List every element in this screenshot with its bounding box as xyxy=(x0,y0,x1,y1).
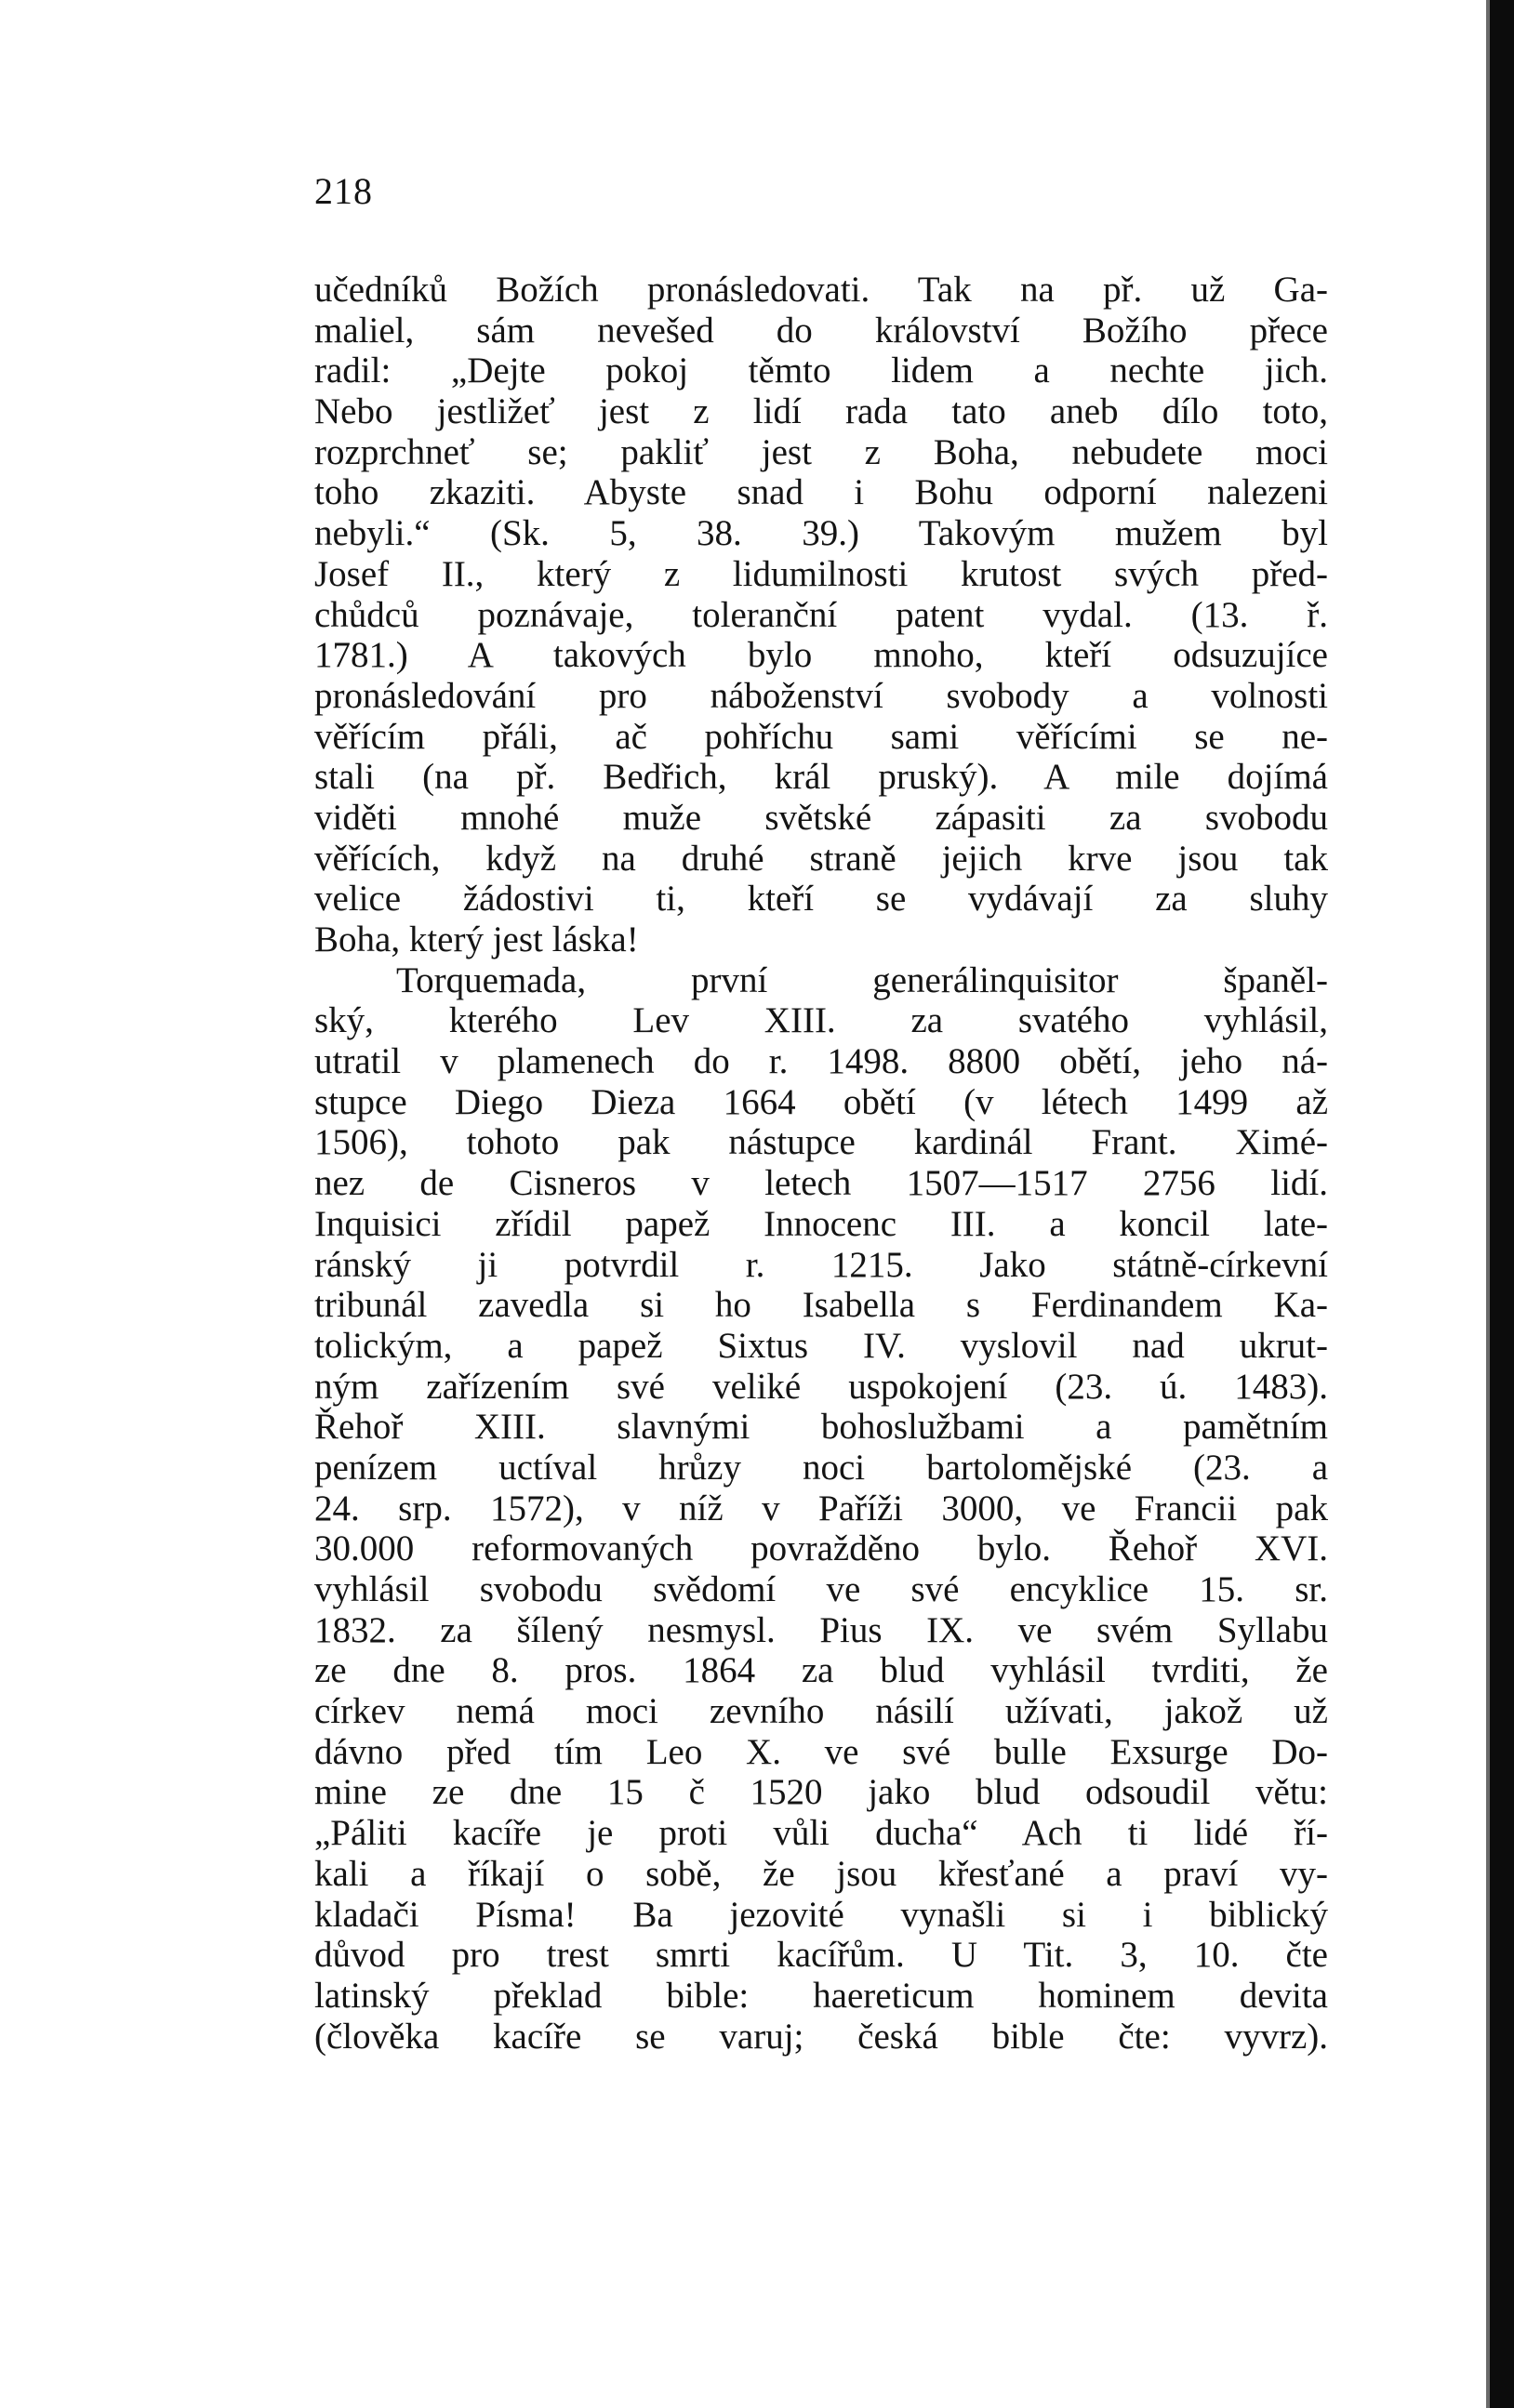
text-line: kladači Písma! Ba jezovité vynašli si i biblický xyxy=(314,1894,1328,1935)
text-line: nebyli.“ (Sk. 5, 38. 39.) Takovým mužem byl xyxy=(314,513,1328,554)
text-line: vyhlásil svobodu svědomí ve své encyklice 15. sr. xyxy=(314,1569,1328,1609)
text-line: Řehoř XIII. slavnými bohoslužbami a pamětním xyxy=(314,1407,1328,1448)
text-line: rozprchneť se; pakliť jest z Boha, nebudete moci xyxy=(314,431,1328,472)
text-line: ným zařízením své veliké uspokojení (23. ú. 1483). xyxy=(314,1366,1328,1407)
scan-border xyxy=(1490,0,1514,2408)
text-line: mine ze dne 15 č 1520 jako blud odsoudil větu: xyxy=(314,1772,1328,1813)
text-line: velice žádostivi ti, kteří se vydávají za sluhy xyxy=(314,879,1328,920)
text-line: kali a říkají o sobě, že jsou křesťané a praví vy- xyxy=(314,1853,1328,1894)
text-line: tribunál zavedla si ho Isabella s Ferdinandem Ka- xyxy=(314,1285,1328,1326)
text-line: Boha, který jest láska! xyxy=(314,920,639,959)
text-line: radil: „Dejte pokoj těmto lidem a nechte jich. xyxy=(314,351,1328,391)
text-line: stupce Diego Dieza 1664 obětí (v létech 1499 až xyxy=(314,1081,1328,1122)
text-line: 1506), tohoto pak nástupce kardinál Frant. Ximé- xyxy=(314,1122,1328,1163)
text-line: (člověka kacíře se varuj; česká bible čte: vyvrz). xyxy=(314,2016,1328,2057)
text-line: stali (na př. Bedřich, král pruský). A mile dojímá xyxy=(314,757,1328,798)
text-line: toho zkaziti. Abyste snad i Bohu odporní nalezeni xyxy=(314,472,1328,513)
text-line: penízem uctíval hrůzy noci bartolomějské (23. a xyxy=(314,1447,1328,1488)
text-line: věřícím přáli, ač pohříchu sami věřícími se ne- xyxy=(314,716,1328,757)
text-line: dávno před tím Leo X. ve své bulle Exsurge Do- xyxy=(314,1731,1328,1772)
text-line: Torquemada, první generálinquisitor španěl- xyxy=(396,959,1328,1000)
text-line: Josef II., který z lidumilnosti krutost svých před- xyxy=(314,553,1328,594)
text-line: ze dne 8. pros. 1864 za blud vyhlásil tvrditi, že xyxy=(314,1650,1328,1691)
text-line: věřících, když na druhé straně jejich krve jsou tak xyxy=(314,838,1328,879)
text-line: 24. srp. 1572), v níž v Paříži 3000, ve Francii pak xyxy=(314,1488,1328,1528)
text-line: 30.000 reformovaných povražděno bylo. Řehoř XVI. xyxy=(314,1528,1328,1569)
text-line: chůdců poznávaje, toleranční patent vydal. (13. ř. xyxy=(314,594,1328,635)
text-line: ský, kterého Lev XIII. za svatého vyhlásil, xyxy=(314,1000,1328,1041)
text-line: latinský překlad bible: haereticum hominem devita xyxy=(314,1975,1328,2016)
text-line: církev nemá moci zevního násilí užívati, jakož už xyxy=(314,1691,1328,1732)
text-line: pronásledování pro náboženství svobody a volnosti xyxy=(314,675,1328,716)
text-line: ránský ji potvrdil r. 1215. Jako státně-církevní xyxy=(314,1244,1328,1285)
text-line: 1832. za šílený nesmysl. Pius IX. ve svém Syllabu xyxy=(314,1609,1328,1650)
text-line: učedníků Božích pronásledovati. Tak na př. už Ga- xyxy=(314,270,1328,310)
text-line: maliel, sám nevešed do království Božího přece xyxy=(314,310,1328,351)
text-line: důvod pro trest smrti kacířům. U Tit. 3, 10. čte xyxy=(314,1935,1328,1976)
body-text xyxy=(314,270,1328,2057)
text-line: utratil v plamenech do r. 1498. 8800 obětí, jeho ná- xyxy=(314,1041,1328,1082)
text-line: nez de Cisneros v letech 1507—1517 2756 lidí. xyxy=(314,1163,1328,1204)
text-line: viděti mnohé muže světské zápasiti za svobodu xyxy=(314,797,1328,838)
text-line: Inquisici zřídil papež Innocenc III. a koncil late- xyxy=(314,1203,1328,1244)
text-line: Nebo jestližeť jest z lidí rada tato aneb dílo toto, xyxy=(314,391,1328,432)
text-line: 1781.) A takových bylo mnoho, kteří odsuzujíce xyxy=(314,635,1328,676)
text-line: tolickým, a papež Sixtus IV. vyslovil nad ukrut- xyxy=(314,1325,1328,1366)
page-number: 218 xyxy=(314,170,373,212)
text-line: „Páliti kacíře je proti vůli ducha“ Ach ti lidé ří- xyxy=(314,1813,1328,1854)
